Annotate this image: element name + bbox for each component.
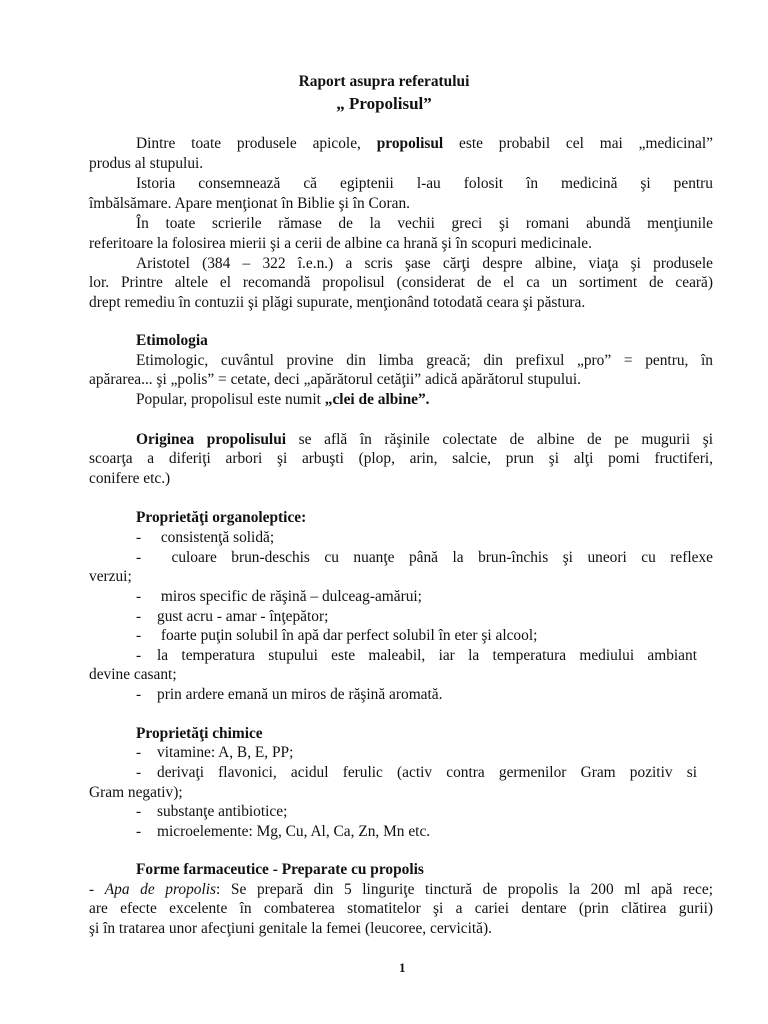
- intro-p2-line1: Istoria consemnează că egiptenii l-au folosit în medicină şi pentru: [136, 175, 713, 192]
- intro-p1-line1: Dintre toate produsele apicole, propolisul este probabil cel mai „medicinal”: [136, 135, 713, 152]
- originea-line1: Originea propolisului se află în răşinile colectate de albine de pe mugurii şi: [136, 431, 713, 448]
- intro-p2-line2: îmbălsămare. Apare menţionat în Biblie şi în Coran.: [89, 195, 410, 212]
- organoleptice-item-cont: verzui;: [89, 568, 132, 585]
- forme-line3: şi în tratarea unor afecţiuni genitale la femei (leucoree, cervicită).: [89, 920, 492, 937]
- report-subtitle: „ Propolisul”: [336, 94, 432, 113]
- intro-p1-line2: produs al stupului.: [89, 155, 204, 172]
- organoleptice-item: - foarte puţin solubil în apă dar perfect solubil în eter şi alcool;: [136, 627, 538, 644]
- chimice-item: - derivaţi flavonici, acidul ferulic (activ contra germenilor Gram pozitiv si: [136, 764, 697, 781]
- organoleptice-item-cont: devine casant;: [89, 666, 177, 683]
- chimice-item: - vitamine: A, B, E, PP;: [136, 744, 294, 761]
- originea-line2: scoarţa a diferiţi arbori şi arbuşti (plop, arin, salcie, prun şi alţi pomi fructiferi,: [89, 450, 713, 467]
- chimice-heading: Proprietăţi chimice: [136, 725, 263, 742]
- organoleptice-heading: Proprietăţi organoleptice:: [136, 509, 307, 526]
- etimologia-line2: apărarea... şi „polis” = cetate, deci „apărătorul cetăţii” adică apărătorul stupului.: [89, 371, 581, 388]
- intro-p4-line2: lor. Printre altele el recomandă propolisul (considerat de el ca un sortiment de ceară): [89, 274, 713, 291]
- etimologia-heading: Etimologia: [136, 332, 208, 349]
- chimice-item: - microelemente: Mg, Cu, Al, Ca, Zn, Mn etc.: [136, 823, 431, 840]
- forme-line1: - Apa de propolis: Se prepară din 5 linguriţe tinctură de propolis la 200 ml apă rece;: [89, 881, 713, 898]
- organoleptice-item: - la temperatura stupului este maleabil, iar la temperatura mediului ambiant: [136, 647, 697, 664]
- page-number: 1: [399, 960, 406, 975]
- organoleptice-item: - miros specific de răşină – dulceag-amărui;: [136, 588, 422, 605]
- organoleptice-item: - consistenţă solidă;: [136, 529, 275, 546]
- organoleptice-item: - culoare brun-deschis cu nuanţe până la brun-închis şi uneori cu reflexe: [136, 549, 713, 566]
- forme-heading: Forme farmaceutice - Preparate cu propolis: [136, 861, 424, 878]
- intro-p3-line2: referitoare la folosirea mierii şi a cerii de albine ca hrană şi în scopuri medicinale.: [89, 235, 592, 252]
- organoleptice-item: - prin ardere emană un miros de răşină aromată.: [136, 686, 443, 703]
- etimologia-line3: Popular, propolisul este numit „clei de albine”.: [136, 391, 430, 408]
- originea-line3: conifere etc.): [89, 470, 171, 487]
- intro-p4-line1: Aristotel (384 – 322 î.e.n.) a scris şase cărţi despre albine, viaţa şi produsele: [136, 255, 713, 272]
- report-title: Raport asupra referatului: [298, 73, 470, 90]
- intro-p3-line1: În toate scrierile rămase de la vechii greci şi romani abundă menţiunile: [136, 215, 713, 232]
- chimice-item: - substanţe antibiotice;: [136, 803, 288, 820]
- organoleptice-item: - gust acru - amar - înţepător;: [136, 608, 329, 625]
- forme-line2: are efecte excelente în combaterea stomatitelor şi a cariei dentare (prin clătirea gurii): [89, 900, 713, 917]
- etimologia-line1: Etimologic, cuvântul provine din limba greacă; din prefixul „pro” = pentru, în: [136, 352, 713, 369]
- chimice-item-cont: Gram negativ);: [89, 784, 183, 801]
- intro-p4-line3: drept remediu în contuzii şi plăgi supurate, menţionând totodată ceara şi păstura.: [89, 294, 586, 311]
